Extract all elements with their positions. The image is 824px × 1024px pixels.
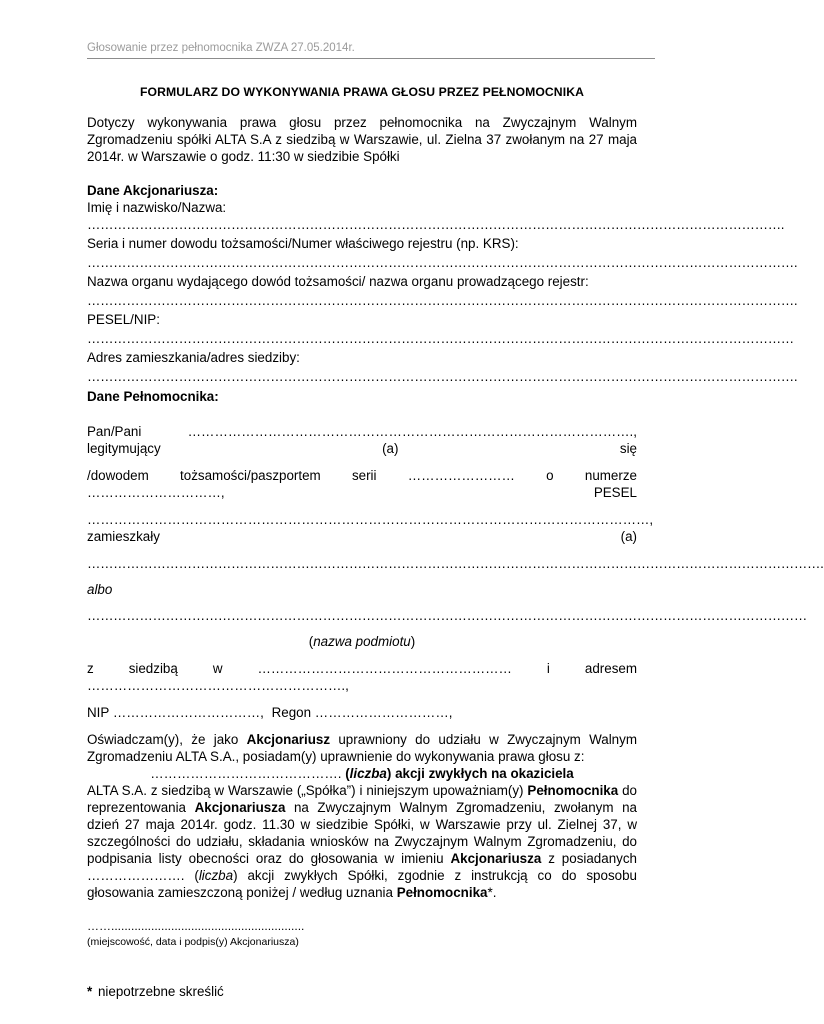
shareholder-id-label: Seria i numer dowodu tożsamości/Numer właściwego rejestru (np. KRS): bbox=[87, 236, 519, 251]
page-header: Głosowanie przez pełnomocnika ZWZA 27.05.2014r. bbox=[87, 42, 655, 59]
entity-address-field[interactable]: …………………………………………………., bbox=[87, 678, 349, 693]
shares-type-label: akcji zwykłych na okaziciela bbox=[395, 766, 574, 781]
i-adresem-label: i adresem bbox=[546, 661, 637, 676]
proxy-name-line bbox=[87, 423, 637, 457]
shareholder-name-field[interactable]: ……………………………………………………………………………………………………………………………………………. bbox=[87, 217, 785, 232]
pan-pani-label: Pan/Pani bbox=[87, 424, 142, 439]
signature-field[interactable]: …….......................................................... bbox=[87, 919, 305, 933]
legitymujacy-label: legitymujący (a) się bbox=[87, 441, 637, 456]
form-content bbox=[87, 84, 824, 1000]
declaration-text: ALTA S.A. z siedzibą w Warszawie („Spółka”) i niniejszym upoważniam(y) bbox=[87, 783, 524, 798]
pelnomocnika-bold: Pełnomocnika bbox=[396, 885, 488, 900]
shares-count-line: ……………………………………. (liczba) akcji zwykłych na okaziciela bbox=[150, 766, 574, 781]
entity-seat-field[interactable]: ………………………………………………… bbox=[257, 661, 512, 676]
shareholder-heading: Dane Akcjonariusza: bbox=[87, 183, 219, 198]
signature-caption: (miejscowość, data i podpis(y) Akcjonariusza) bbox=[87, 936, 299, 948]
liczba-label: liczba bbox=[349, 766, 387, 781]
shareholder-org-label: Nazwa organu wydającego dowód tożsamości/ nazwa organu prowadzącego rejestr: bbox=[87, 274, 589, 289]
entity-name-caption: (nazwa podmiotu) bbox=[308, 634, 416, 649]
proxy-address-field[interactable]: ……………………………………………………………………………………………………………………………………………………. bbox=[87, 556, 824, 571]
declaration-text: akcji zwykłych Spółki, zgodnie z instrukcją co do sposobu głosowania zamieszczoną poniżej / według uznania bbox=[87, 868, 637, 900]
entity-seat-line bbox=[87, 660, 637, 694]
shareholder-address-field[interactable]: ………………………………………………………………………………………………………………………………………………. bbox=[87, 369, 798, 384]
declaration-text: do reprezentowania bbox=[87, 783, 637, 815]
shareholder-address-label: Adres zamieszkania/adres siedziby: bbox=[87, 350, 300, 365]
liczba-label: liczba bbox=[198, 868, 234, 883]
footnote-text: niepotrzebne skreślić bbox=[97, 984, 224, 999]
nip-field[interactable]: ……………………………, bbox=[112, 705, 264, 720]
declaration-text: Oświadczam(y), że jako bbox=[87, 732, 239, 747]
shareholder-pesel-field[interactable]: ……………………………………………………………………………………………………………………………………………… bbox=[87, 331, 794, 346]
regon-label: Regon bbox=[271, 705, 312, 720]
albo-label: albo bbox=[87, 582, 113, 597]
nip-label: NIP bbox=[87, 705, 110, 720]
pesel-label: PESEL bbox=[593, 485, 637, 500]
shareholder-pesel-label: PESEL/NIP: bbox=[87, 312, 160, 327]
proxy-pesel-line bbox=[87, 511, 654, 545]
z-siedziba-label: z siedzibą w bbox=[87, 661, 223, 676]
dowodem-label: /dowodem tożsamości/paszportem serii bbox=[87, 468, 377, 483]
proxy-series-field[interactable]: …………………… bbox=[407, 468, 515, 483]
pelnomocnika-bold: Pełnomocnika bbox=[527, 783, 619, 798]
akcjonariusza-bold: Akcjonariusza bbox=[194, 800, 286, 815]
shareholder-name-label: Imię i nazwisko/Nazwa: bbox=[87, 200, 227, 215]
shareholder-org-field[interactable]: ………………………………………………………………………………………………………………………………………………. bbox=[87, 293, 798, 308]
entity-name-field[interactable]: ………………………………………………………………………………………………………………………………………………… bbox=[87, 608, 807, 623]
declaration-text: uprawniony do udziału w Zwyczajnym Walnym Zgromadzeniu ALTA S.A., posiadam(y) uprawnienie do wykonywania prawa głosu z: bbox=[87, 732, 637, 764]
intro-paragraph: Dotyczy wykonywania prawa głosu przez pełnomocnika na Zwyczajnym Walnym Zgromadzeniu spółki ALTA S.A z siedzibą w Warszawie, ul. Zielna 37 zwołanym na 27 maja 2014r. w Warszawie o godz. 11:30 w siedzibie Spółki bbox=[87, 115, 637, 164]
akcjonariusza-bold: Akcjonariusza bbox=[450, 851, 542, 866]
o-numerze-label: o numerze bbox=[546, 468, 637, 483]
declaration-paragraph-1 bbox=[87, 731, 637, 765]
regon-field[interactable]: …………………………, bbox=[314, 705, 453, 720]
proxy-pesel-field[interactable]: ………………………………………………………………………………………………………………, bbox=[87, 512, 654, 527]
nazwa-podmiotu-label: nazwa podmiotu bbox=[313, 634, 411, 649]
declaration-text: na Zwyczajnym Walnym Zgromadzeniu, zwołanym na dzień 27 maja 2014r. godz. 11.30 w siedzibie Spółki, w Warszawie przy ul. Zielnej 37, w szczególności do udziału, składania wniosków na Zwyczajnym Walnym Zgromadzeniu, do podpisania listy obecności oraz do głosowania w imieniu bbox=[87, 800, 637, 866]
proxy-heading: Dane Pełnomocnika: bbox=[87, 389, 219, 404]
proxy-name-field[interactable]: ………………………………………………………………………………………., bbox=[187, 424, 637, 439]
declaration-text: z posiadanych bbox=[548, 851, 637, 866]
proxy-id-line bbox=[87, 467, 637, 501]
akcjonariusz-bold: Akcjonariusz bbox=[246, 732, 331, 747]
entity-nip-line bbox=[87, 704, 637, 721]
owned-shares-field[interactable]: …………………. bbox=[87, 868, 185, 883]
zamieszkaly-label: zamieszkały (a) bbox=[87, 529, 637, 544]
proxy-number-field[interactable]: …………………………, bbox=[87, 485, 225, 500]
declaration-text: *. bbox=[487, 885, 497, 900]
shareholder-id-field[interactable]: ………………………………………………………………………………………………………………………………………………. bbox=[87, 255, 798, 270]
form-title: FORMULARZ DO WYKONYWANIA PRAWA GŁOSU PRZEZ PEŁNOMOCNIKA bbox=[139, 85, 584, 99]
footnote bbox=[87, 983, 637, 1000]
asterisk: * bbox=[87, 984, 93, 999]
declaration-paragraph-2: ALTA S.A. z siedzibą w Warszawie („Spółka”) i niniejszym upoważniam(y) Pełnomocnika do reprezentowania Akcjonariusza na Zwyczajnym Walnym Zgromadzeniu, zwołanym na dzień 27 maja 2014r. godz. 11.30 w siedzibie Spółki, w Warszawie przy ul. Zielnej 37, w szczególności do udziału, składania wniosków na Zwyczajnym Walnym Zgromadzeniu, do podpisania listy obecności oraz do głosowania w imieniu Akcjonariusza z posiadanych …………………. (liczba) akcji zwykłych Spółki, zgodnie z instrukcją co do sposobu głosowania zamieszczoną poniżej / według uznania Pełnomocnika*. bbox=[87, 783, 637, 900]
shares-count-field[interactable]: ……………………………………. bbox=[150, 766, 342, 781]
